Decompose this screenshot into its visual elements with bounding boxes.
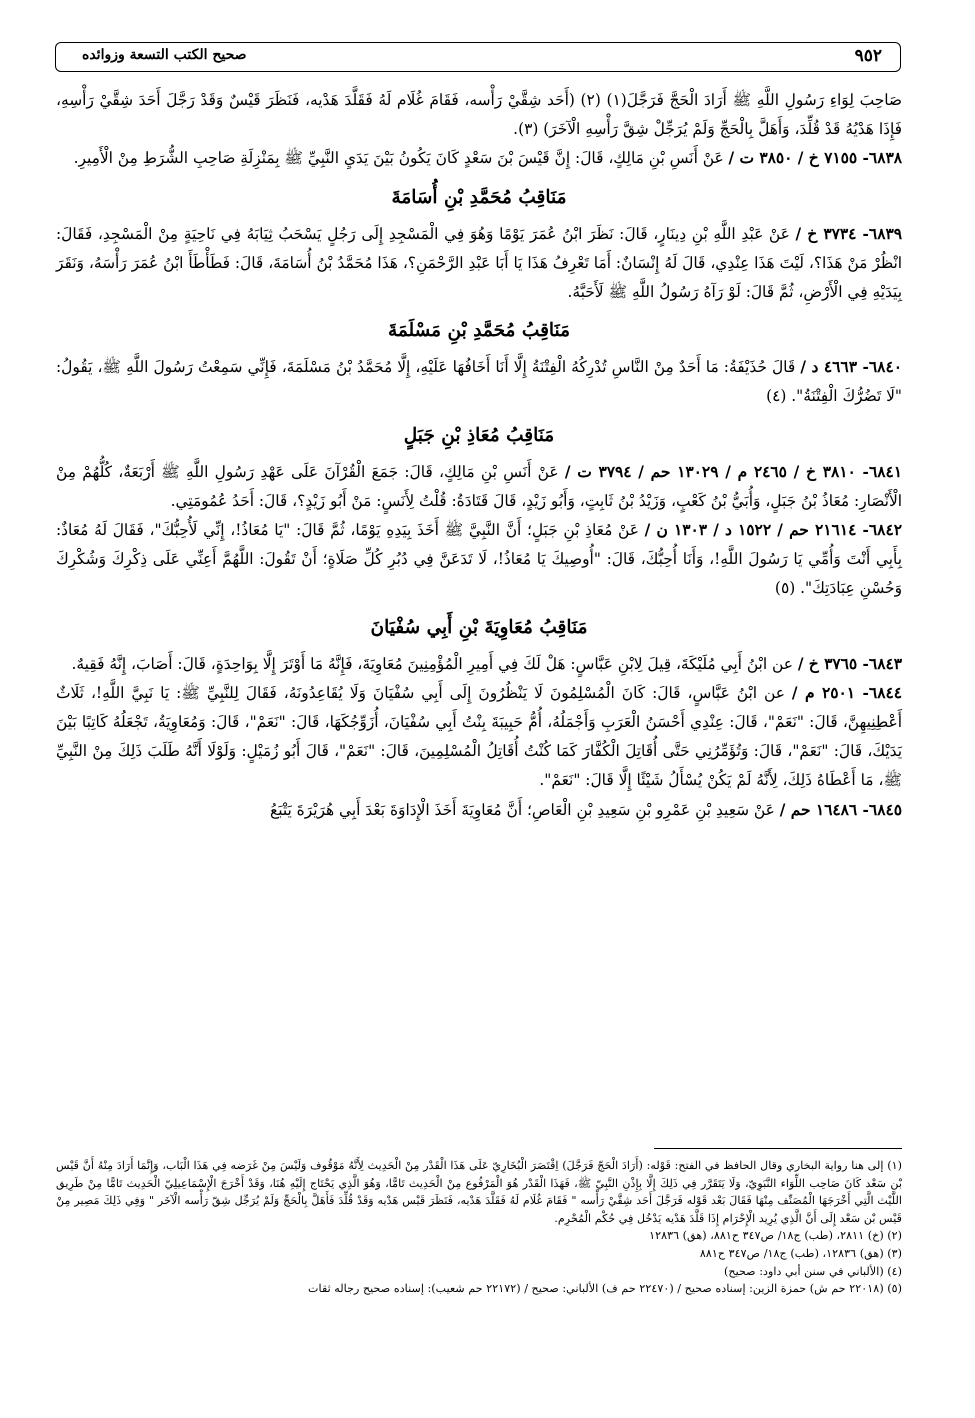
hadith-paragraph (56, 86, 902, 144)
footnote: (٤) (الألباني في سنن أبي داود: صحيح) (724, 1264, 902, 1278)
section-heading: مَنَاقِبُ مُحَمَّدِ بْنِ أُسَامَةَ (391, 186, 567, 208)
book-title: صحيح الكتب التسعة وزوائده (82, 47, 247, 63)
hadith-paragraph (56, 679, 902, 796)
hadith-paragraph (56, 516, 902, 604)
hadith-text: عَنْ سَعِيدِ بْنِ عَمْرِو بْنِ سَعِيدِ بْنِ الْعَاصِ؛ أَنَّ مُعَاوِيَةَ أَخَذَ الْإِدَاوَةَ بَعْدَ أَبِي هُرَيْرَةَ يَتْبَعُ (270, 800, 775, 819)
hadith-number: ٦٨٣٨- ٧١٥٥ خ / ٣٨٥٠ ت / (728, 149, 902, 168)
hadith-text: عن ابْنُ أَبِي مُلَيْكَةَ، قِيلَ لِابْنِ عَبَّاسٍ: هَلْ لَكَ فِي أَمِيرِ الْمُؤْمِنِينَ مُعَاوِيَةَ، فَإِنَّهُ مَا أَوْتَرَ إِلَّا بِوَاحِدَةٍ، قَالَ: أَصَابَ، إِنَّهُ فَقِيهٌ. (71, 654, 793, 673)
footnote: (٥) (٢٢٠١٨ حم ش) حمزة الزين: إسناده صحيح / (٢٢٤٧٠ حم ف) الألباني: صحيح / (٢٢١٧٢ حم شعيب): إسناده صحيح رجاله ثقات (308, 1282, 902, 1296)
hadith-text: عَنْ أَنَسِ بْنِ مَالِكٍ، قَالَ: إِنَّ قَيْسَ بْنَ سَعْدٍ كَانَ يَكُونُ بَيْنَ يَدَيِ النَّبِيِّ ﷺ بِمَنْزِلَةِ صَاحِبِ الشُّرَطِ مِنْ الْأَمِيرِ. (73, 149, 724, 168)
hadith-paragraph (56, 650, 902, 679)
footnote-divider (654, 1148, 902, 1149)
hadith-text: قَالَ حُذَيْفَةُ: مَا أَحَدٌ مِنْ النَّاسِ تُدْرِكُهُ الْفِتْنَةُ إِلَّا أَنَا أَخَافُهَا عَلَيْهِ، إِلَّا مُحَمَّدُ بْنُ مَسْلَمَةَ، فَإِنِّي سَمِعْتُ رَسُولَ اللَّهِ ﷺ، يَقُولُ: "لَا تَضُرُّكَ الْفِتْنَةُ". (٤) (56, 358, 902, 406)
hadith-paragraph (56, 353, 902, 411)
hadith-number: ٦٨٤٤- ٢٥٠١ م / (791, 683, 902, 702)
footnote: (٣) (هق) ١٢٨٣٦، (طب) ج١٨/ ص٣٤٧ ح٨٨١ (699, 1246, 902, 1260)
hadith-paragraph (56, 458, 902, 516)
hadith-paragraph (56, 144, 902, 173)
page-header (55, 42, 901, 72)
hadith-number: ٦٨٣٩- ٣٧٣٤ خ / (795, 224, 902, 243)
page-number: ٩٥٢ (854, 46, 882, 66)
footnote-list (56, 1157, 902, 1298)
main-text (56, 86, 902, 825)
hadith-text: عَنْ مُعَاذِ بْنِ جَبَلٍ؛ أَنَّ النَّبِيَّ ﷺ أَخَذَ بِيَدِهِ يَوْمًا، ثُمَّ قَالَ: "يَا مُعَاذُ!، إِنِّي لَأُحِبُّكَ"، فَقَالَ لَهُ مُعَاذٌ: بِأَبِي أَنْتَ وَأُمِّي يَا رَسُولَ اللَّهِ!، وَأَنَا أُحِبُّكَ، قَالَ: "أُوصِيكَ يَا مُعَاذُ!، لَا تَدَعَنَّ فِي دُبُرِ كُلِّ صَلَاةٍ؛ أَنْ تَقُولَ: اللَّهُمَّ أَعِنِّي عَلَى ذِكْرِكَ وَشُكْرِكَ وَحُسْنِ عِبَادَتِكَ". (٥) (56, 521, 902, 598)
hadith-number: ٦٨٤٥- ١٦٤٨٦ حم / (779, 800, 902, 819)
section-heading: مَنَاقِبُ مُعَاوِيَةَ بْنِ أَبِي سُفْيَانَ (370, 616, 588, 638)
hadith-text: عن ابْنُ عَبَّاسٍ، قَالَ: كَانَ الْمُسْلِمُونَ لَا يَنْظُرُونَ إِلَى أَبِي سُفْيَانَ وَلَا يُقَاعِدُونَهُ، فَقَالَ لِلنَّبِيِّ ﷺ: يَا نَبِيَّ اللَّهِ!، ثَلَاثٌ أَعْطِنِيهِنَّ، قَالَ: "نَعَمْ"، قَالَ: عِنْدِي أَحْسَنُ الْعَرَبِ وَأَجْمَلُهُ، أُمُّ حَبِيبَةَ بِنْتُ أَبِي سُفْيَانَ، أُزَوِّجُكَهَا، قَالَ: "نَعَمْ"، قَالَ: وَمُعَاوِيَةُ، تَجْعَلُهُ كَاتِبًا بَيْنَ يَدَيْكَ، قَالَ: "نَعَمْ"، قَالَ: وَتُؤَمِّرُنِي حَتَّى أُقَاتِلَ الْكُفَّارَ كَمَا كُنْتُ أُقَاتِلُ الْمُسْلِمِينَ، قَالَ: "نَعَمْ"، قَالَ أَبُو زُمَيْلٍ: وَلَوْلَا أَنَّهُ طَلَبَ ذَلِكَ مِنْ النَّبِيِّ ﷺ، مَا أَعْطَاهُ ذَلِكَ، لِأَنَّهُ لَمْ يَكُنْ يُسْأَلُ شَيْئًا إِلَّا قَالَ: "نَعَمْ". (56, 683, 902, 790)
hadith-text: صَاحِبَ لِوَاءِ رَسُولِ اللَّهِ ﷺ أَرَادَ الْحَجَّ فَرَجَّلَ(١) (٢) (أَحَد شِقَّيْ رَأْسه، فَقَامَ غُلَام لَهُ فَقَلَّدَ هَدْيه، فَنَظَرَ قَيْسٌ وَقَدْ رَجَّلَ أَحَدَ شِقَّيْ رَأْسِهِ، فَإِذَا هَدْيُهُ قَدْ قُلِّدَ، وَأَهَلَّ بِالْحَجِّ وَلَمْ يُرَجِّلْ شِقَّ رَأْسِهِ الْآخَرَ) (٣). (56, 91, 902, 139)
footnote: (٢) (خ) ٢٨١١، (طب) ج١٨/ ص٣٤٧ ح٨٨١، (هق) ١٢٨٣٦ (649, 1229, 902, 1243)
section-heading: مَنَاقِبُ مُحَمَّدِ بْنِ مَسْلَمَةَ (387, 320, 571, 342)
hadith-paragraph (56, 796, 902, 825)
hadith-text: عَنْ أَنَسِ بْنِ مَالِكٍ، قَالَ: جَمَعَ الْقُرْآنَ عَلَى عَهْدِ رَسُولِ اللَّهِ ﷺ أَرْبَعَةٌ، كُلُّهُمْ مِنْ الْأَنْصَارِ: مُعَاذُ بْنُ جَبَلٍ، وَأُبَيُّ بْنُ كَعْبٍ، وَزَيْدُ بْنُ ثَابِتٍ، وَأَبُو زَيْدٍ، قَالَ قَتَادَةُ: قُلْتُ لِأَنَسٍ: مَنْ أَبُو زَيْدٍ؟، قَالَ: أَحَدُ عُمُومَتِي. (56, 462, 902, 510)
hadith-text: عَنْ عَبْدِ اللَّهِ بْنِ دِينَارٍ، قَالَ: نَظَرَ ابْنُ عُمَرَ يَوْمًا وَهُوَ فِي الْمَسْجِدِ إِلَى رَجُلٍ يَسْحَبُ ثِيَابَهُ فِي نَاحِيَةٍ مِنْ الْمَسْجِدِ، فَقَالَ: انْظُرْ مَنْ هَذَا؟، لَيْتَ هَذَا عِنْدِي، قَالَ لَهُ إِنْسَانٌ: أَمَا تَعْرِفُ هَذَا يَا أَبَا عَبْدِ الرَّحْمَنِ؟، هَذَا مُحَمَّدُ بْنُ أُسَامَةَ، قَالَ: فَطَأْطَأَ ابْنُ عُمَرَ رَأْسَهُ، وَنَقَرَ بِيَدَيْهِ فِي الْأَرْضِ، ثُمَّ قَالَ: لَوْ رَآهُ رَسُولُ اللَّهِ ﷺ لَأَحَبَّهُ. (56, 224, 902, 302)
hadith-number: ٦٨٤٠- ٤٦٦٣ د / (800, 358, 902, 377)
hadith-number: ٦٨٤١- ٣٨١٠ خ / ٢٤٦٥ م / ١٣٠٢٩ حم / ٣٧٩٤ ت / (564, 462, 903, 481)
hadith-number: ٦٨٤٢- ٢١٦١٤ حم / ١٥٢٢ د / ١٣٠٣ ن / (644, 521, 902, 540)
footnote: (١) إلى هنا رواية البخاري وقال الحافظ في الفتح: قَوْله: (أَرَادَ الْحَجّ فَرَجَّلَ) اِقْتَصَرَ الْبُخَارِيّ عَلَى هَذَا الْقَدْر مِنْ الْحَدِيث لِأَنَّهُ مَوْقُوف وَلَيْسَ مِنْ غَرَضه فِي هَذَا الْبَاب، وَإِنَّمَا أَرَادَ مِنْهُ أَنَّ قَيْس بْن سَعْد كَانَ صَاحِب اللِّوَاء النَّبَوِيّ، وَلَا يَتَقَرَّر فِي ذَلِكَ إِلَّا بِإِذْنِ النَّبِيّ ﷺ، فَهَذَا الْقَدْر هُوَ الْمَرْفُوع مِنْ الْحَدِيث تَامًّا، وَهُوَ الَّذِي يَحْتَاج إِلَيْهِ هُنَا، وَقَدْ أَخْرَجَ الْإِسْمَاعِيلِيّ الْحَدِيث تَامًّا مِنْ طَرِيق اللَّيْث الَّتِي أَخْرَجَهَا الْمُصَنِّف مِنْهَا فَقَالَ بَعْد قَوْله فَرَجَّلَ أَحَد شِقَّيْ رَأْسه " فَقَامَ غُلَام لَهُ فَقَلَّدَ هَدْيه، فَنَظَرَ قَيْس هَدْيه وَقَدْ قُلِّدَ فَأَهَلَّ بِالْحَجِّ وَلَمْ يُرَجِّل شِقّ رَأْسه الْآخَر " وَفِي ذَلِكَ مَصِير مِنْ قَيْس بْن سَعْد إِلَى أَنَّ الَّذِي يُرِيد الْإِحْرَام إِذَا قَلَّدَ هَدْيه يَدْخُل فِي حُكْم الْمُحْرِم. (56, 1159, 902, 1225)
hadith-paragraph (56, 220, 902, 308)
hadith-number: ٦٨٤٣- ٣٧٦٥ خ / (797, 654, 902, 673)
section-heading: مَنَاقِبُ مُعَاذِ بْنِ جَبَلٍ (403, 424, 555, 446)
